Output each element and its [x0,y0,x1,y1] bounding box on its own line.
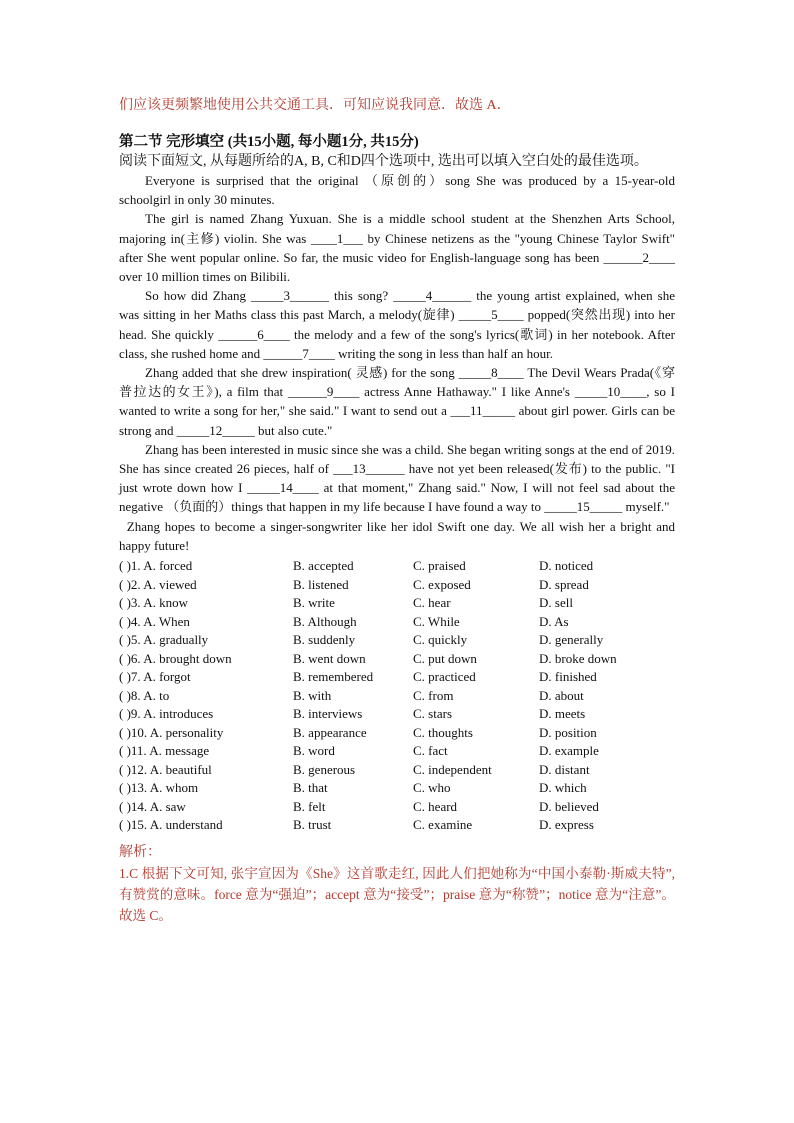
question-row [119,779,675,798]
passage-paragraph: Zhang has been interested in music since she was a child. She began writing songs at the end of 2019. She has since created 26 pieces, half of ___13______ have not yet been released(发布) to the public. "I just wrote down how I _____14____ at that moment," Zhang said." Now, I will not feel sad about the negative （负面的）things that happen in my life because I have found a way to _____15_____ myself." [119,441,675,515]
option-d: D. distant [539,761,590,777]
option-b: B. remembered [293,669,374,685]
option-c: C. stars [413,706,452,722]
instructions: 阅读下面短文, 从每题所给的A, B, C和D四个选项中, 选出可以填入空白处的最佳选项。 [119,154,648,169]
option-b: B. appearance [293,724,367,740]
option-d: D. express [539,817,594,833]
option-c: C. examine [413,817,473,833]
option-a: ( )2. A. viewed [119,576,197,592]
option-a: ( )1. A. forced [119,558,193,574]
option-d: D. meets [539,706,586,722]
question-row [119,724,675,743]
option-d: D. example [539,743,599,759]
option-a: ( )12. A. beautiful [119,761,212,777]
option-b: B. trust [293,817,332,833]
option-a: ( )5. A. gradually [119,632,209,648]
document-page [119,96,675,926]
option-d: D. finished [539,669,597,685]
option-d: D. about [539,687,584,703]
option-c: C. from [413,687,454,703]
option-d: D. broke down [539,650,617,666]
option-c: C. fact [413,743,448,759]
option-b: B. suddenly [293,632,356,648]
option-d: D. As [539,613,569,629]
question-row [119,761,675,780]
option-d: D. generally [539,632,604,648]
option-c: C. praised [413,558,466,574]
solution-text: 1.C 根据下文可知, 张宇宣因为《She》这首歌走红, 因此人们把她称为“中国小泰勒·斯威夫特”, 有赞赏的意味。force 意为“强迫”；accept 意为“接受”；praise 意为“称赞”；notice 意为“注意”。故选 C。 [119,865,675,923]
question-row [119,594,675,613]
previous-answer-line: 们应该更频繁地使用公共交通工具．可知应说我同意．故选 A． [119,98,511,113]
option-d: D. spread [539,576,589,592]
option-c: C. While [413,613,460,629]
option-b: B. Although [293,613,357,629]
option-d: D. position [539,724,597,740]
question-row [119,705,675,724]
question-row [119,687,675,706]
option-b: B. felt [293,798,326,814]
option-c: C. who [413,780,451,796]
option-b: B. that [293,780,328,796]
question-row [119,798,675,817]
question-options [119,557,675,835]
option-d: D. noticed [539,558,594,574]
option-b: B. write [293,595,335,611]
passage [119,171,675,555]
option-c: C. practiced [413,669,476,685]
question-row [119,631,675,650]
option-a: ( )11. A. message [119,743,210,759]
question-row [119,742,675,761]
option-c: C. hear [413,595,451,611]
option-d: D. sell [539,595,573,611]
solution-heading: 解析： [119,844,161,860]
option-b: B. interviews [293,706,363,722]
question-row [119,613,675,632]
option-b: B. word [293,743,335,759]
option-c: C. exposed [413,576,471,592]
option-a: ( )14. A. saw [119,798,186,814]
option-c: C. independent [413,761,492,777]
option-a: ( )15. A. understand [119,817,223,833]
option-d: D. believed [539,798,599,814]
question-row [119,816,675,835]
question-row [119,650,675,669]
option-c: C. heard [413,798,458,814]
option-a: ( )3. A. know [119,595,188,611]
option-d: D. which [539,780,587,796]
option-c: C. quickly [413,632,468,648]
option-a: ( )8. A. to [119,687,170,703]
passage-paragraph: The girl is named Zhang Yuxuan. She is a middle school student at the Shenzhen Arts School, majoring in(主修) violin. She was ____1___ by Chinese netizens as the "young Chinese Taylor Swift" after She went popular online. So far, the music video for English-language song has been ______2____ over 10 million times on Bilibili. [119,211,675,285]
passage-paragraph: Everyone is surprised that the original （原创的）song She was produced by a 15-year-old schoolgirl in only 30 minutes. [119,173,675,208]
question-row [119,557,675,576]
option-a: ( )6. A. brought down [119,650,232,666]
option-a: ( )13. A. whom [119,780,199,796]
passage-paragraph: Zhang hopes to become a singer-songwriter like her idol Swift one day. We all wish her a bright and happy future! [119,518,675,553]
option-a: ( )10. A. personality [119,724,224,740]
question-row [119,576,675,595]
option-a: ( )4. A. When [119,613,190,629]
option-b: B. listened [293,576,349,592]
option-b: B. generous [293,761,356,777]
passage-paragraph: So how did Zhang _____3______ this song? _____4______ the young artist explained, when she was sitting in her Maths class this past March, a melody(旋律) _____5____ popped(突然出现) into her head. She quickly ______6____ the melody and a few of the song's lyrics(歌词) in her notebook. After class, she rushed home and ______7____ writing the song in less than half an hour. [119,288,675,361]
option-a: ( )9. A. introduces [119,706,214,722]
option-b: B. accepted [293,558,354,574]
option-c: C. thoughts [413,724,473,740]
option-c: C. put down [413,650,477,666]
question-row [119,668,675,687]
section-title: 第二节 完形填空 (共15小题, 每小题1分, 共15分) [119,134,419,150]
option-b: B. went down [293,650,366,666]
option-b: B. with [293,687,332,703]
passage-paragraph: Zhang added that she drew inspiration( 灵感) for the song _____8____ The Devil Wears Prada(《穿普拉达的女王》), a film that ______9____ actress Anne Hathaway." I like Anne's _____10____, so I wanted to write a song for her," she said." I want to send out a ___11_____ about girl power. Girls can be strong and _____12_____ but also cute." [119,365,675,438]
option-a: ( )7. A. forgot [119,669,191,685]
